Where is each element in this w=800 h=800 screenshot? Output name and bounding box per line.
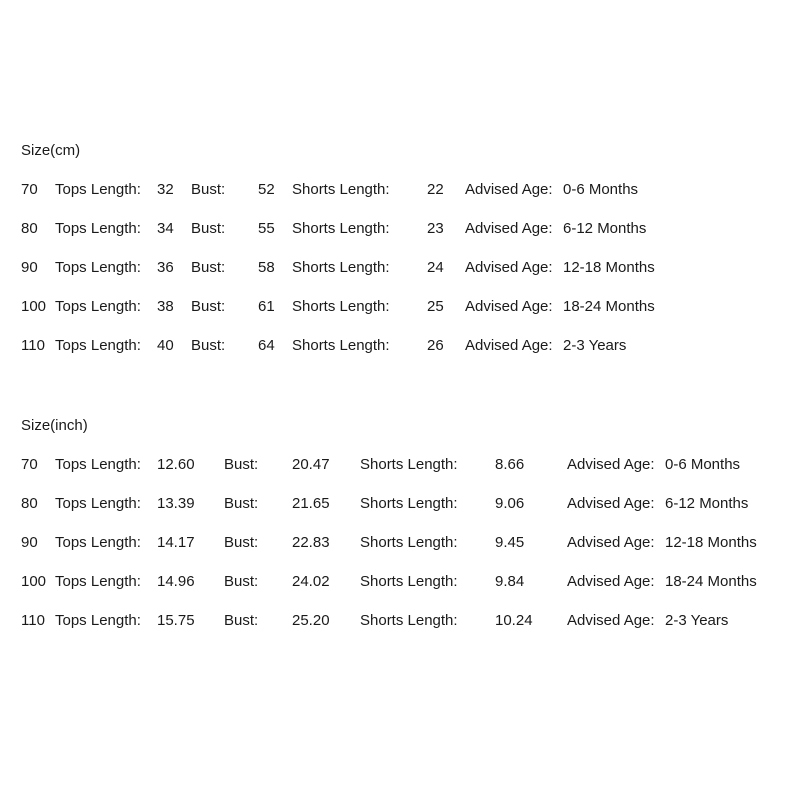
bust-label: Bust: bbox=[224, 495, 259, 512]
tops-length-label: Tops Length: bbox=[55, 534, 141, 551]
shorts-length-value: 24 bbox=[427, 259, 444, 276]
size-value: 110 bbox=[21, 612, 45, 629]
size-value: 100 bbox=[21, 573, 47, 590]
shorts-length-value: 22 bbox=[427, 181, 444, 198]
table-title: Size(cm) bbox=[21, 142, 81, 159]
table-row bbox=[21, 612, 729, 630]
bust-value: 25.20 bbox=[292, 612, 330, 629]
table-row bbox=[21, 573, 757, 591]
advised-age-label: Advised Age: bbox=[567, 456, 655, 473]
size-value: 70 bbox=[21, 456, 38, 473]
tops-length-value: 12.60 bbox=[157, 456, 195, 473]
shorts-length-label: Shorts Length: bbox=[360, 612, 458, 629]
tops-length-value: 36 bbox=[157, 259, 174, 276]
table-row bbox=[21, 181, 639, 199]
shorts-length-label: Shorts Length: bbox=[292, 259, 390, 276]
tops-length-label: Tops Length: bbox=[55, 220, 141, 237]
tops-length-label: Tops Length: bbox=[55, 495, 141, 512]
tops-length-value: 13.39 bbox=[157, 495, 195, 512]
tops-length-label: Tops Length: bbox=[55, 573, 141, 590]
shorts-length-value: 8.66 bbox=[495, 456, 525, 473]
bust-value: 61 bbox=[258, 298, 275, 315]
size-table-inch bbox=[21, 417, 757, 651]
advised-age-value: 0-6 Months bbox=[563, 181, 639, 198]
shorts-length-value: 23 bbox=[427, 220, 444, 237]
bust-value: 58 bbox=[258, 259, 275, 276]
bust-label: Bust: bbox=[191, 298, 226, 315]
advised-age-value: 18-24 Months bbox=[563, 298, 655, 315]
advised-age-label: Advised Age: bbox=[465, 259, 553, 276]
bust-label: Bust: bbox=[224, 534, 259, 551]
table-row bbox=[21, 534, 757, 552]
advised-age-value: 6-12 Months bbox=[563, 220, 647, 237]
advised-age-value: 12-18 Months bbox=[563, 259, 655, 276]
shorts-length-value: 9.45 bbox=[495, 534, 525, 551]
shorts-length-label: Shorts Length: bbox=[292, 337, 390, 354]
advised-age-label: Advised Age: bbox=[567, 495, 655, 512]
bust-label: Bust: bbox=[224, 612, 259, 629]
tops-length-label: Tops Length: bbox=[55, 298, 141, 315]
advised-age-label: Advised Age: bbox=[567, 534, 655, 551]
bust-label: Bust: bbox=[224, 456, 259, 473]
tops-length-value: 38 bbox=[157, 298, 174, 315]
shorts-length-label: Shorts Length: bbox=[360, 456, 458, 473]
advised-age-value: 18-24 Months bbox=[665, 573, 757, 590]
bust-value: 52 bbox=[258, 181, 275, 198]
advised-age-label: Advised Age: bbox=[567, 573, 655, 590]
size-value: 100 bbox=[21, 298, 47, 315]
shorts-length-label: Shorts Length: bbox=[360, 573, 458, 590]
tops-length-label: Tops Length: bbox=[55, 181, 141, 198]
shorts-length-label: Shorts Length: bbox=[292, 220, 390, 237]
bust-value: 55 bbox=[258, 220, 275, 237]
table-row bbox=[21, 495, 749, 513]
shorts-length-value: 10.24 bbox=[495, 612, 533, 629]
size-value: 90 bbox=[21, 534, 38, 551]
size-value: 110 bbox=[21, 337, 45, 354]
tops-length-value: 32 bbox=[157, 181, 174, 198]
shorts-length-value: 9.84 bbox=[495, 573, 525, 590]
bust-label: Bust: bbox=[191, 259, 226, 276]
advised-age-label: Advised Age: bbox=[465, 181, 553, 198]
tops-length-label: Tops Length: bbox=[55, 259, 141, 276]
table-row bbox=[21, 298, 655, 316]
table-rows bbox=[21, 456, 757, 630]
size-value: 80 bbox=[21, 220, 38, 237]
table-row bbox=[21, 220, 647, 238]
advised-age-value: 2-3 Years bbox=[665, 612, 729, 629]
shorts-length-value: 25 bbox=[427, 298, 444, 315]
shorts-length-label: Shorts Length: bbox=[360, 495, 458, 512]
size-value: 80 bbox=[21, 495, 38, 512]
bust-value: 20.47 bbox=[292, 456, 330, 473]
table-rows bbox=[21, 181, 655, 355]
shorts-length-label: Shorts Length: bbox=[292, 298, 390, 315]
size-value: 90 bbox=[21, 259, 38, 276]
tops-length-value: 14.96 bbox=[157, 573, 195, 590]
shorts-length-value: 26 bbox=[427, 337, 444, 354]
tops-length-label: Tops Length: bbox=[55, 612, 141, 629]
shorts-length-label: Shorts Length: bbox=[360, 534, 458, 551]
size-value: 70 bbox=[21, 181, 38, 198]
advised-age-value: 12-18 Months bbox=[665, 534, 757, 551]
shorts-length-value: 9.06 bbox=[495, 495, 525, 512]
table-row bbox=[21, 456, 741, 474]
tops-length-value: 15.75 bbox=[157, 612, 195, 629]
shorts-length-label: Shorts Length: bbox=[292, 181, 390, 198]
bust-label: Bust: bbox=[224, 573, 259, 590]
tops-length-value: 14.17 bbox=[157, 534, 195, 551]
advised-age-value: 0-6 Months bbox=[665, 456, 741, 473]
tops-length-label: Tops Length: bbox=[55, 337, 141, 354]
size-table-cm bbox=[21, 142, 655, 376]
bust-label: Bust: bbox=[191, 220, 226, 237]
table-title: Size(inch) bbox=[21, 417, 88, 434]
advised-age-label: Advised Age: bbox=[465, 220, 553, 237]
bust-value: 22.83 bbox=[292, 534, 330, 551]
bust-value: 64 bbox=[258, 337, 275, 354]
advised-age-label: Advised Age: bbox=[465, 337, 553, 354]
advised-age-label: Advised Age: bbox=[465, 298, 553, 315]
advised-age-value: 6-12 Months bbox=[665, 495, 749, 512]
tops-length-label: Tops Length: bbox=[55, 456, 141, 473]
bust-label: Bust: bbox=[191, 337, 226, 354]
bust-value: 24.02 bbox=[292, 573, 330, 590]
tops-length-value: 34 bbox=[157, 220, 174, 237]
bust-label: Bust: bbox=[191, 181, 226, 198]
advised-age-label: Advised Age: bbox=[567, 612, 655, 629]
advised-age-value: 2-3 Years bbox=[563, 337, 627, 354]
bust-value: 21.65 bbox=[292, 495, 330, 512]
tops-length-value: 40 bbox=[157, 337, 174, 354]
table-row bbox=[21, 337, 627, 355]
table-row bbox=[21, 259, 655, 277]
